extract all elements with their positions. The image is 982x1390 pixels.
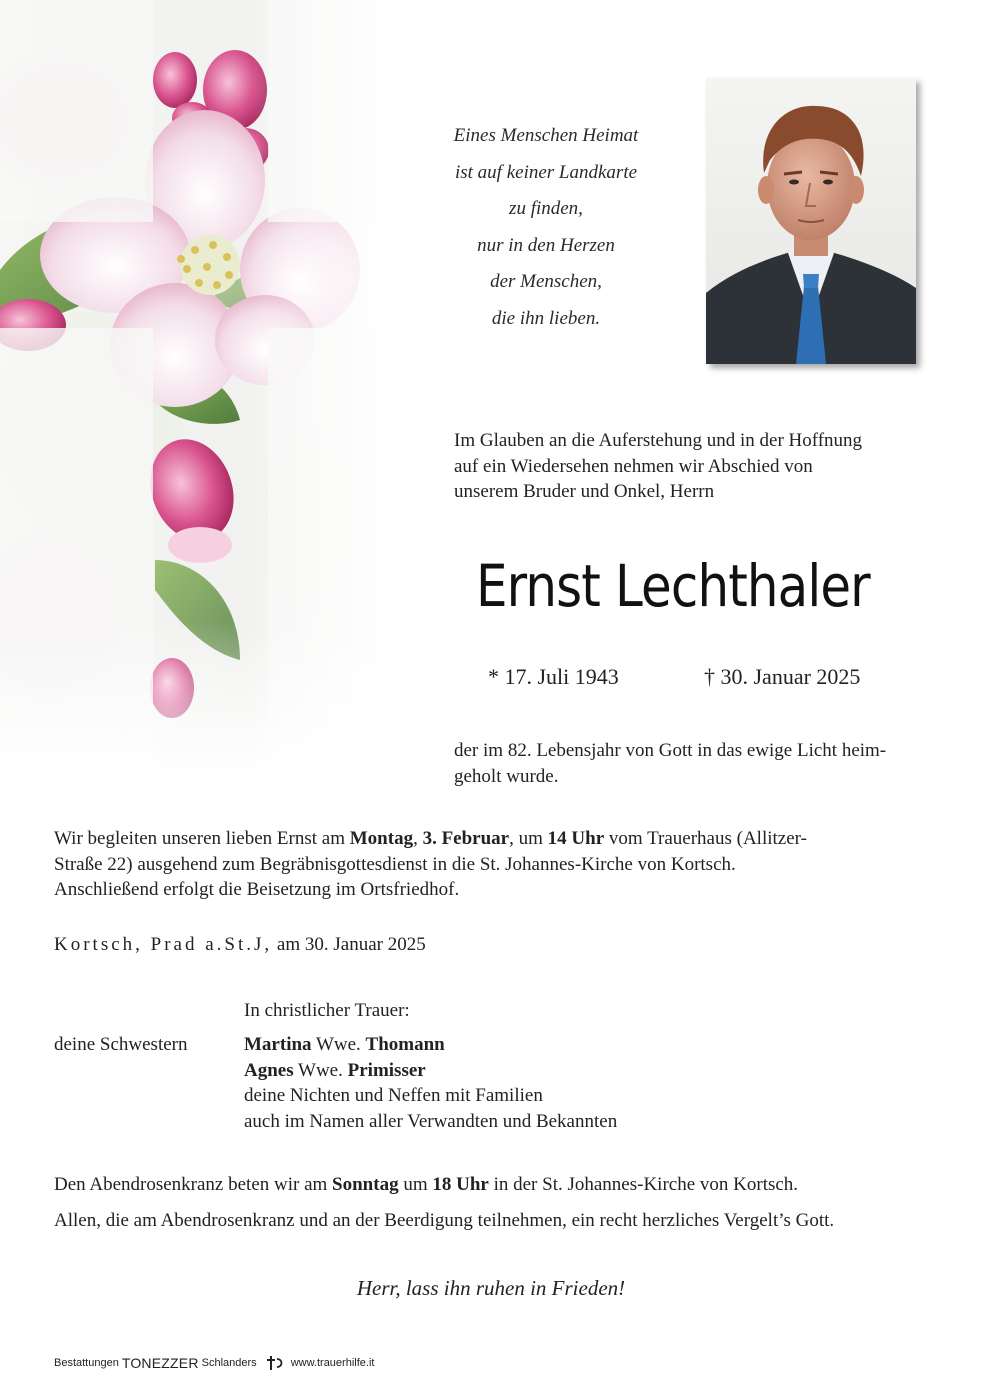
footer-brand: TONEZZER [121,1355,199,1371]
funeral-text: Wir begleiten unseren lieben Ernst am [54,828,350,849]
rosary-day: Sonntag [332,1174,399,1195]
mourners-list [244,1032,617,1134]
footer-suffix: Schlanders [201,1357,257,1369]
mourner-last-name: Primisser [347,1059,426,1081]
funeral-text: vom Trauerhaus (Allitzer- [604,828,807,849]
mourner-relation: deine Schwestern [54,1034,188,1055]
mourner-3: deine Nichten und Neffen mit Familien [244,1085,543,1106]
funeral-date: 3. Februar [422,828,510,849]
portrait-photo [706,78,916,364]
funeral-line-3: Anschließend erfolgt die Beisetzung im Ortsfriedhof. [54,879,460,900]
intro-line: auf ein Wiedersehen nehmen wir Abschied von [454,455,813,477]
rosary-time: 18 Uhr [432,1174,489,1195]
funeral-line-1 [54,826,934,852]
mourner-title: Wwe. [311,1034,366,1055]
age-statement [454,738,934,789]
trauerhilfe-logo-icon [265,1355,285,1371]
thanks-text: Allen, die am Abendrosenkranz und an der Beerdigung teilnehmen, ein recht herzliches Vergelt’s Gott. [54,1210,835,1231]
funeral-info [54,826,934,903]
rosary-text: Den Abendrosenkranz beten wir am [54,1174,333,1195]
age-line: geholt wurde. [454,765,559,787]
cross-flower-image [0,0,400,790]
mourner-first-name: Martina [244,1034,312,1055]
quote-line: ist auf keiner Landkarte [454,161,638,183]
mourner-2 [244,1058,617,1084]
funeral-day: Montag [349,828,414,849]
footer [54,1355,374,1371]
publication-date: am 30. Januar 2025 [272,934,426,955]
rosary-text: in der St. Johannes-Kirche von Kortsch. [488,1174,799,1195]
places: Kortsch, Prad a.St.J, [54,934,273,955]
rosary-info [54,1174,798,1196]
footer-prefix: Bestattungen [54,1357,119,1369]
quote-line: Eines Menschen Heimat [453,125,639,146]
funeral-line-2: Straße 22) ausgehend zum Begräbnisgottesdienst in die St. Johannes-Kirche von Kortsch. [54,853,736,875]
closing-prayer: Herr, lass ihn ruhen in Frieden! [356,1276,626,1300]
memorial-quote [430,118,662,338]
mourning-title: In christlicher Trauer: [244,1000,410,1021]
quote-line: nur in den Herzen [477,234,615,256]
funeral-time: 14 Uhr [547,828,605,849]
quote-line: zu finden, [509,198,583,220]
place-and-date [54,934,426,956]
funeral-text: , um [509,828,548,849]
quote-line: die ihn lieben. [491,307,601,329]
mourner-last-name: Thomann [365,1034,445,1055]
mourner-title: Wwe. [293,1059,348,1081]
intro-text [454,428,934,505]
rosary-text: um [398,1174,433,1195]
footer-website-link[interactable]: www.trauerhilfe.it [290,1357,375,1369]
age-line: der im 82. Lebensjahr von Gott in das ewige Licht heim- [454,740,887,761]
mourner-first-name: Agnes [244,1059,294,1081]
birth-date: * 17. Juli 1943 [488,664,619,689]
death-date: † 30. Januar 2025 [704,664,861,689]
mourner-1 [244,1032,617,1058]
mourner-4: auch im Namen aller Verwandten und Bekannten [244,1110,618,1132]
intro-line: unserem Bruder und Onkel, Herrn [454,481,715,502]
intro-line: Im Glauben an die Auferstehung und in der Hoffnung [454,430,863,451]
funeral-text: , [413,828,423,849]
quote-line: der Menschen, [490,271,602,293]
deceased-name: Ernst Lechthaler [476,552,870,620]
